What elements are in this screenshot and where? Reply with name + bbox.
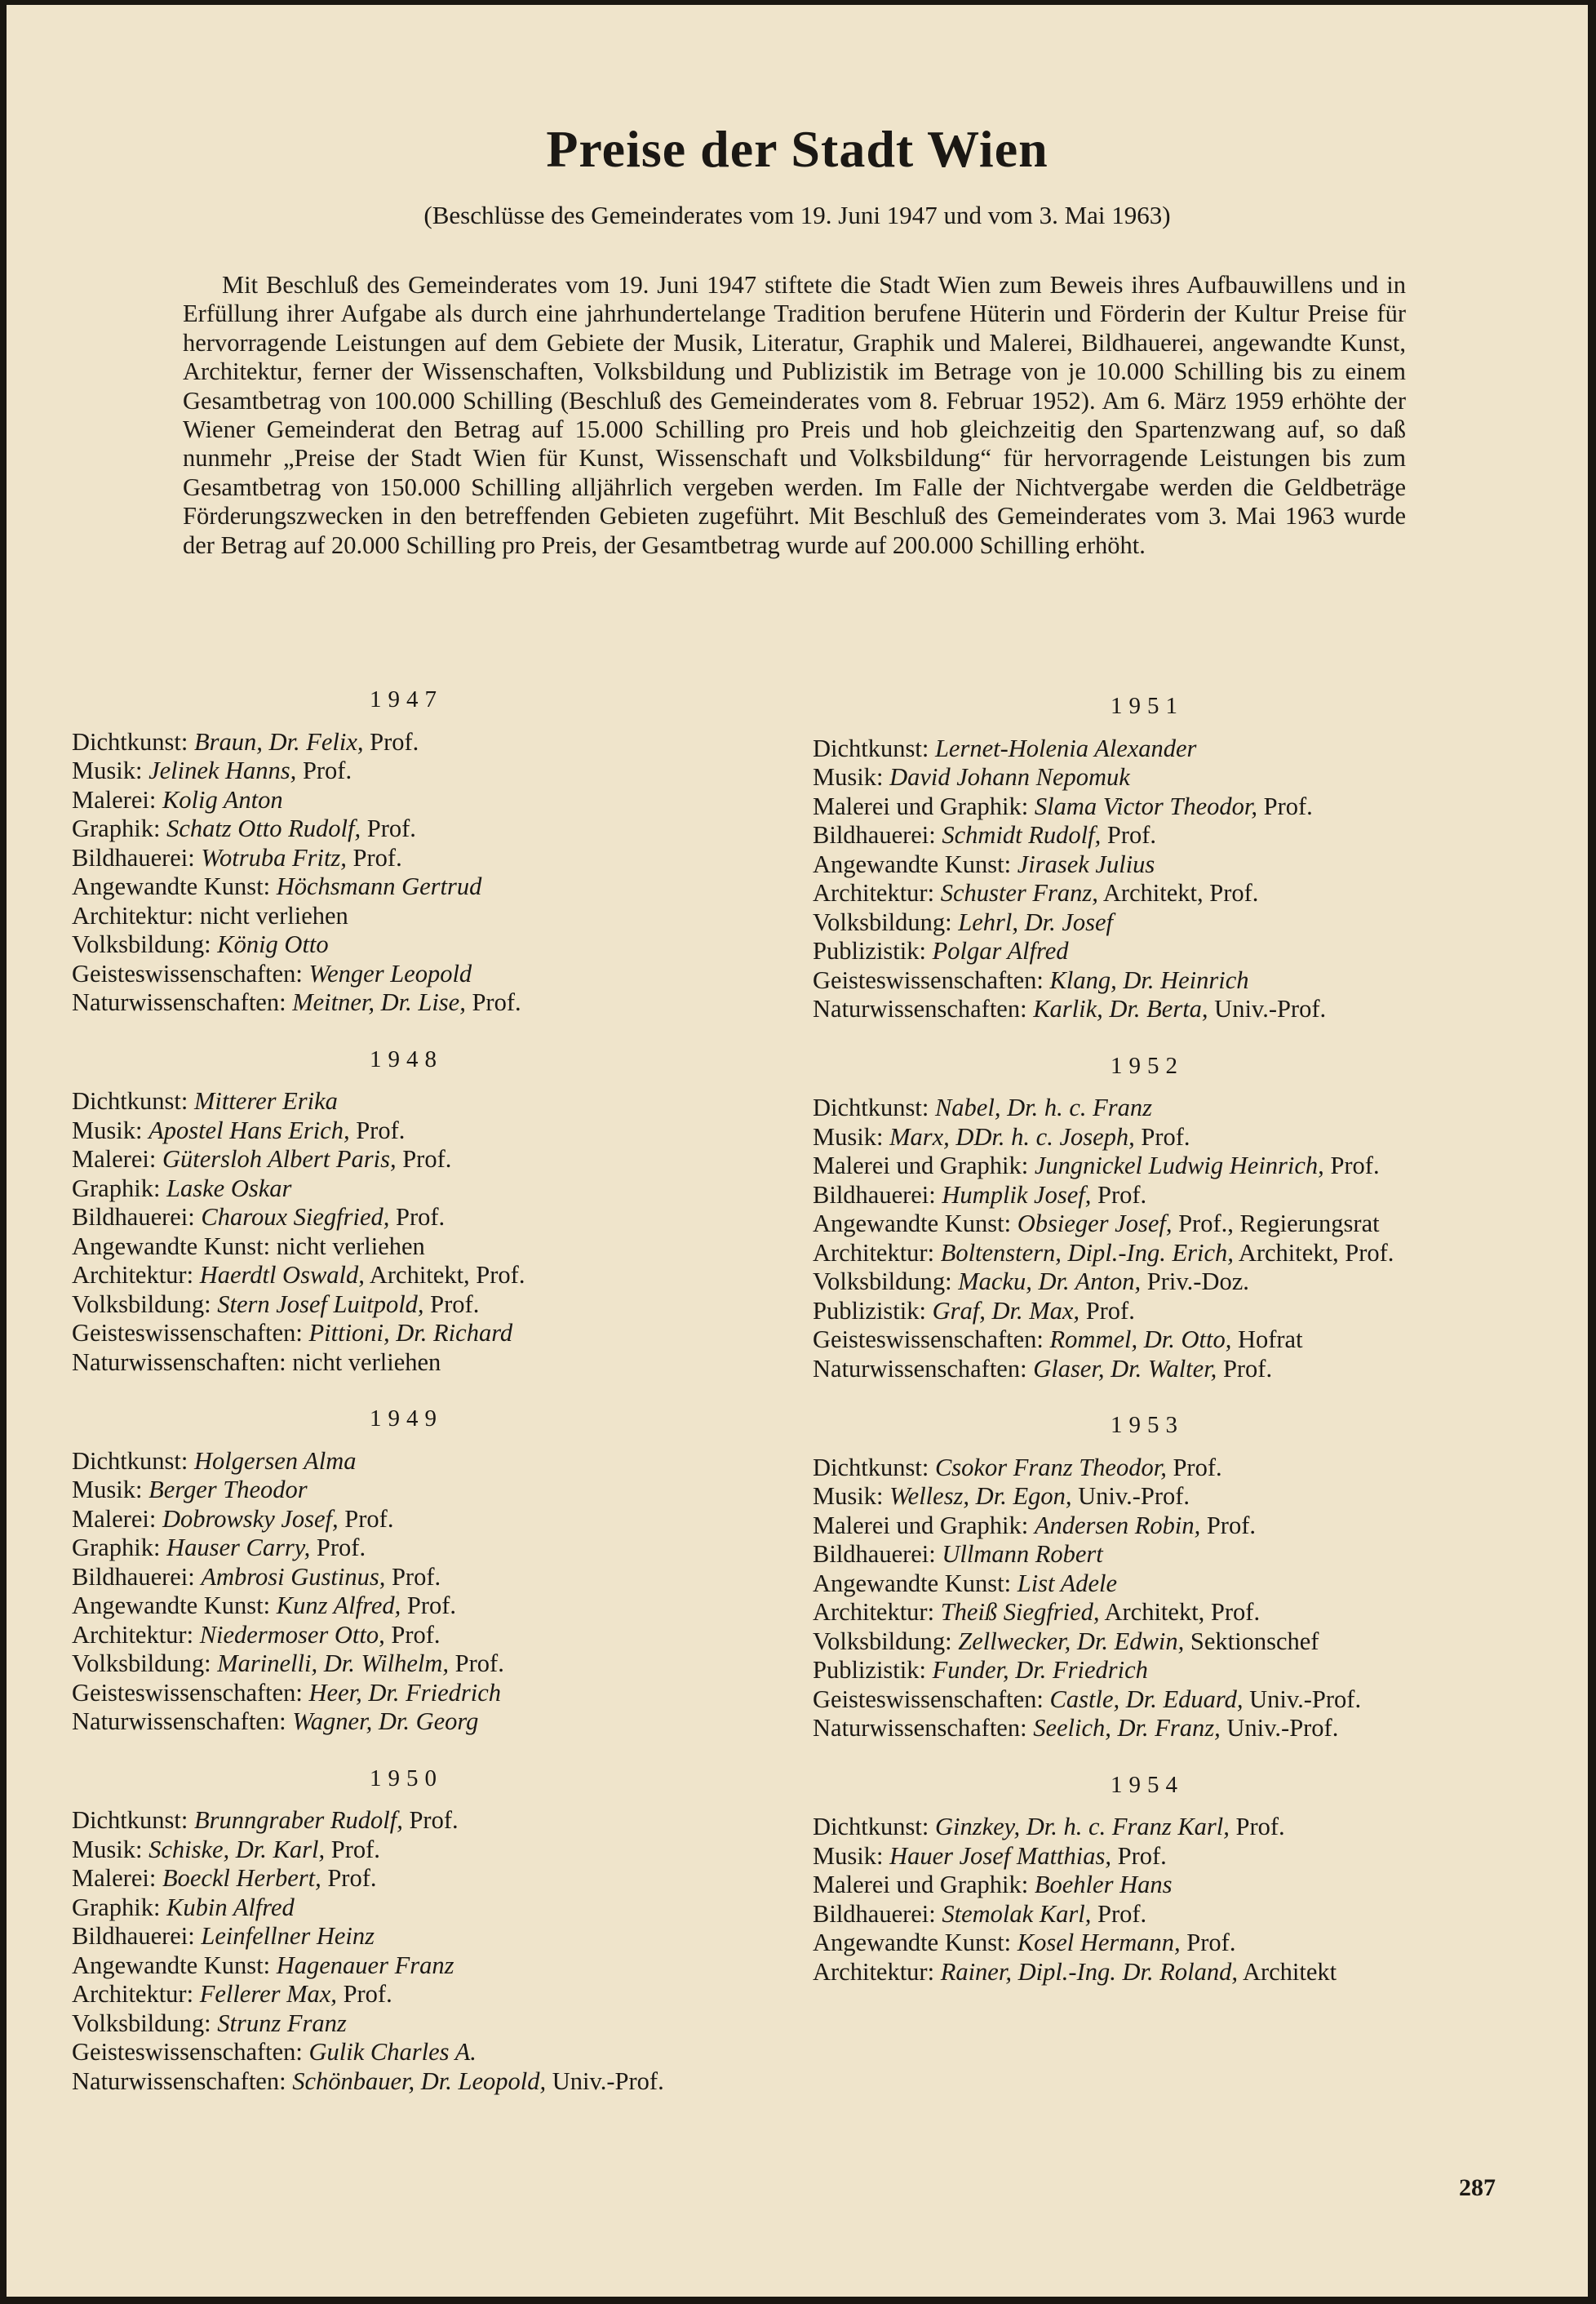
laureate-name: Höchsmann Gertrud [276, 872, 482, 900]
award-entry [72, 757, 741, 786]
laureate-name: Wotruba Fritz, [201, 843, 347, 872]
laureate-name: Csokor Franz Theodor, [934, 1453, 1167, 1481]
award-entry [813, 1325, 1482, 1355]
laureate-name: Dobrowsky Josef, [162, 1504, 339, 1533]
laureate-title: Prof. [1222, 1354, 1273, 1383]
laureate-title: Prof. [391, 1562, 441, 1591]
award-entry [813, 1714, 1482, 1743]
award-entry [72, 1836, 741, 1865]
laureate-title: Prof. [1263, 792, 1313, 820]
laureate-name: Schuster Franz, [940, 879, 1098, 907]
award-category: Architektur: [72, 901, 194, 930]
laureate-title: Prof. [1186, 1929, 1236, 1956]
award-category: Bildhauerei: [72, 1203, 195, 1231]
award-entry [813, 1813, 1482, 1842]
laureate-title: nicht verliehen [292, 1347, 441, 1376]
award-category: Malerei und Graphik: [813, 1152, 1029, 1179]
laureate-name: Boehler Hans [1034, 1871, 1173, 1898]
laureate-title: Architekt, Prof. [1102, 879, 1259, 907]
left-column [72, 686, 741, 2124]
laureate-name: Schmidt Rudolf, [942, 821, 1102, 849]
award-category: Volksbildung: [72, 1649, 211, 1677]
award-category: Dichtkunst: [813, 734, 929, 762]
laureate-name: Zellwecker, Dr. Edwin, [958, 1627, 1185, 1655]
award-category: Volksbildung: [72, 930, 211, 958]
laureate-name: David Johann Nepomuk [889, 763, 1130, 791]
award-entry [813, 1094, 1482, 1123]
laureate-name: Schiske, Dr. Karl, [149, 1835, 326, 1863]
laureate-title: Prof. [327, 1864, 377, 1892]
award-category: Naturwissenschaften: [72, 988, 286, 1016]
award-category: Geisteswissenschaften: [813, 966, 1044, 994]
laureate-name: Apostel Hans Erich, [149, 1116, 350, 1144]
award-entry [72, 1203, 741, 1232]
award-entry [813, 1929, 1482, 1958]
award-entry [72, 1232, 741, 1262]
award-entry [813, 1685, 1482, 1715]
laureate-name: Humplik Josef, [942, 1180, 1092, 1209]
laureate-name: Mitterer Erika [193, 1087, 338, 1115]
laureate-title: Prof. [396, 1203, 446, 1231]
award-entry [72, 1563, 741, 1592]
award-category: Naturwissenschaften: [813, 1714, 1027, 1742]
award-category: Geisteswissenschaften: [72, 959, 303, 988]
award-category: Geisteswissenschaften: [813, 1685, 1044, 1713]
laureate-name: Jirasek Julius [1017, 850, 1155, 878]
laureate-name: Niedermoser Otto, [199, 1620, 385, 1649]
page-subtitle: (Beschlüsse des Gemeinderates vom 19. Juni 1947 und vom 3. Mai 1963) [423, 201, 1171, 229]
award-entry [813, 1627, 1482, 1657]
laureate-name: Lernet-Holenia Alexander [934, 734, 1197, 762]
laureate-title: Univ.-Prof. [1226, 1714, 1339, 1742]
award-entry [72, 1534, 741, 1563]
year-section [813, 1411, 1482, 1743]
laureate-name: Wellesz, Dr. Egon, [889, 1482, 1072, 1510]
award-category: Angewandte Kunst: [813, 1569, 1012, 1597]
award-category: Dichtkunst: [72, 1446, 188, 1475]
laureate-name: Fellerer Max, [199, 1980, 337, 2008]
award-entry [813, 821, 1482, 850]
laureate-title: Prof. [352, 843, 402, 872]
award-category: Dichtkunst: [72, 1806, 188, 1834]
award-entry [813, 763, 1482, 792]
award-category: Musik: [72, 1476, 143, 1503]
laureate-name: Kolig Anton [162, 785, 283, 814]
award-category: Bildhauerei: [72, 1562, 195, 1591]
laureate-title: Prof. [454, 1649, 504, 1677]
award-category: Musik: [813, 763, 884, 791]
award-category: Malerei und Graphik: [813, 1511, 1029, 1539]
laureate-name: Macku, Dr. Anton, [958, 1267, 1142, 1295]
laureate-title: Prof. [1206, 1511, 1256, 1539]
laureate-name: Ginzkey, Dr. h. c. Franz Karl, [934, 1813, 1230, 1840]
award-category: Malerei: [72, 1145, 157, 1173]
award-category: Dichtkunst: [813, 1813, 929, 1840]
laureate-name: Kunz Alfred, [276, 1591, 401, 1619]
award-entry [813, 1598, 1482, 1627]
laureate-title: Sektionschef [1190, 1627, 1319, 1655]
award-entry [72, 872, 741, 902]
award-entry [813, 850, 1482, 880]
award-category: Dichtkunst: [72, 1087, 188, 1115]
laureate-title: Prof. [343, 1980, 392, 2008]
laureate-name: Obsieger Josef, [1017, 1210, 1173, 1237]
award-category: Bildhauerei: [813, 1899, 936, 1928]
award-entry [72, 1174, 741, 1204]
laureate-name: Andersen Robin, [1034, 1511, 1201, 1539]
laureate-name: Nabel, Dr. h. c. Franz [934, 1094, 1152, 1121]
year-heading: 1954 [1111, 1771, 1184, 1798]
year-heading: 1948 [370, 1045, 443, 1072]
award-category: Publizistik: [813, 937, 926, 965]
award-category: Angewandte Kunst: [72, 1951, 271, 1979]
award-entry [72, 1348, 741, 1378]
year-heading: 1950 [370, 1765, 443, 1791]
laureate-title: Prof. [366, 815, 416, 842]
year-section [813, 1052, 1482, 1384]
award-entry [813, 792, 1482, 822]
award-category: Musik: [72, 1116, 143, 1144]
award-category: Architektur: [72, 1980, 194, 2008]
laureate-title: Prof. [1141, 1122, 1190, 1151]
laureate-title: Prof. [472, 988, 521, 1016]
year-heading: 1953 [1111, 1412, 1184, 1438]
laureate-title: Prof., Regierungsrat [1178, 1210, 1380, 1237]
award-entry [72, 1621, 741, 1650]
laureate-title: Prof. [391, 1620, 441, 1649]
award-category: Publizistik: [813, 1296, 926, 1325]
year-heading: 1949 [370, 1405, 443, 1432]
laureate-name: Berger Theodor [149, 1476, 308, 1503]
laureate-name: König Otto [217, 930, 329, 958]
award-category: Geisteswissenschaften: [72, 2038, 303, 2066]
laureate-name: Gulik Charles A. [308, 2038, 477, 2066]
award-category: Architektur: [813, 1598, 935, 1626]
award-entry [72, 1261, 741, 1290]
award-entry [813, 1239, 1482, 1268]
laureate-name: Karlik, Dr. Berta, [1033, 995, 1208, 1023]
laureate-name: Ullmann Robert [942, 1540, 1103, 1568]
award-category: Graphik: [72, 1534, 161, 1561]
award-entry [813, 1871, 1482, 1900]
laureate-name: Marinelli, Dr. Wilhelm, [217, 1649, 450, 1677]
award-category: Naturwissenschaften: [72, 2066, 286, 2095]
laureate-title: Prof. [1330, 1152, 1380, 1179]
award-entry [72, 902, 741, 931]
award-entry [813, 1181, 1482, 1210]
laureate-name: Leinfellner Heinz [201, 1922, 375, 1950]
award-entry [813, 1540, 1482, 1569]
year-section [72, 1045, 741, 1378]
laureate-name: Hauer Josef Matthias, [889, 1841, 1111, 1870]
laureate-title: Prof. [330, 1835, 380, 1863]
laureate-name: Seelich, Dr. Franz, [1033, 1714, 1221, 1742]
laureate-title: Prof. [316, 1534, 366, 1561]
award-category: Volksbildung: [72, 1290, 211, 1318]
laureate-title: Hofrat [1237, 1325, 1303, 1353]
laureate-name: Graf, Dr. Max, [932, 1296, 1080, 1325]
laureate-name: Heer, Dr. Friedrich [308, 1678, 502, 1707]
award-category: Bildhauerei: [72, 843, 195, 872]
award-category: Malerei: [72, 1864, 157, 1892]
laureate-title: Prof. [402, 1145, 452, 1173]
award-entry [813, 1152, 1482, 1181]
award-entry [72, 1806, 741, 1836]
laureate-name: Kubin Alfred [166, 1893, 295, 1921]
laureate-name: Rainer, Dipl.-Ing. Dr. Roland, [940, 1957, 1238, 1986]
laureate-name: Ambrosi Gustinus, [201, 1562, 386, 1591]
page-title: Preise der Stadt Wien [546, 120, 1048, 178]
award-entry [72, 2038, 741, 2067]
laureate-name: Stemolak Karl, [942, 1899, 1092, 1928]
award-entry [72, 1980, 741, 2009]
intro-paragraph: Mit Beschluß des Gemeinderates vom 19. Juni 1947 stiftete die Stadt Wien zum Beweis ihres Aufbauwillens und in Erfüllung ihrer Aufgabe als durch eine jahrhundertelange Tradition berufene Hüterin und Förderin der Kultur Preise für hervorragende Leistungen auf dem Gebiete der Musik, Literatur, Graphik und Malerei, Bildhauerei, angewandte Kunst, Architektur, ferner der Wissenschaften, Volksbildung und Publizistik im Betrage von je 10.000 Schilling bis zu einem Gesamtbetrag von 100.000 Schilling (Beschluß des Gemeinderates vom 8. Februar 1952). Am 6. März 1959 erhöhte der Wiener Gemeinderat den Betrag auf 15.000 Schilling pro Preis und hob gleichzeitig den Spartenzwang auf, so daß nunmehr „Preise der Stadt Wien für Kunst, Wissenschaft und Volksbildung“ für hervorragende Leistungen bis zum Gesamtbetrag von 150.000 Schilling alljährlich vergeben werden. Im Falle der Nichtvergabe werden die Geldbeträge Förderungszwecken in den betreffenden Gebieten zugeführt. Mit Beschluß des Gemeinderates vom 3. Mai 1963 wurde der Betrag auf 20.000 Schilling pro Preis, der Gesamtbetrag wurde auf 200.000 Schilling erhöht. [183, 271, 1406, 559]
laureate-name: Gütersloh Albert Paris, [162, 1145, 397, 1173]
laureate-name: Jelinek Hanns, [149, 757, 297, 784]
award-category: Angewandte Kunst: [72, 1591, 271, 1619]
award-category: Angewandte Kunst: [72, 1232, 271, 1260]
laureate-title: Prof. [1106, 821, 1157, 849]
award-entry [72, 930, 741, 960]
laureate-title: Univ.-Prof. [552, 2066, 664, 2095]
award-entry [72, 815, 741, 844]
award-category: Musik: [813, 1122, 884, 1151]
laureate-title: Prof. [1235, 1813, 1285, 1840]
laureate-name: Polgar Alfred [932, 937, 1069, 965]
award-entry [72, 960, 741, 989]
laureate-title: Univ.-Prof. [1249, 1685, 1362, 1713]
award-category: Naturwissenschaften: [813, 1354, 1027, 1383]
laureate-title: nicht verliehen [199, 901, 348, 930]
award-category: Naturwissenschaften: [72, 1707, 286, 1735]
laureate-name: Charoux Siegfried, [201, 1203, 390, 1231]
award-entry [72, 1447, 741, 1476]
laureate-title: Prof. [409, 1806, 459, 1834]
year-section [72, 1765, 741, 2097]
laureate-name: List Adele [1017, 1569, 1118, 1597]
laureate-name: Holgersen Alma [193, 1446, 357, 1475]
award-category: Geisteswissenschaften: [72, 1319, 303, 1347]
award-category: Graphik: [72, 1893, 161, 1921]
laureate-title: Architekt, Prof. [1238, 1238, 1394, 1267]
award-entry [72, 1087, 741, 1116]
laureate-title: Architekt, Prof. [1104, 1598, 1261, 1626]
award-entry [72, 1476, 741, 1505]
laureate-title: Prof. [406, 1591, 457, 1619]
document-page [7, 5, 1588, 2297]
award-entry [813, 966, 1482, 996]
award-entry [72, 988, 741, 1018]
award-entry [72, 1707, 741, 1737]
award-category: Malerei: [72, 1504, 157, 1533]
award-entry [813, 1958, 1482, 1987]
award-entry [813, 1900, 1482, 1929]
award-entry [813, 1267, 1482, 1297]
award-entry [72, 2067, 741, 2097]
laureate-name: Boeckl Herbert, [162, 1864, 321, 1892]
award-category: Geisteswissenschaften: [813, 1325, 1044, 1353]
award-entry [813, 1297, 1482, 1326]
award-entry [813, 735, 1482, 764]
award-entry [72, 1319, 741, 1348]
award-entry [72, 1922, 741, 1951]
award-entry [813, 1210, 1482, 1239]
award-entry [813, 1842, 1482, 1871]
award-category: Geisteswissenschaften: [72, 1678, 303, 1707]
award-entry [813, 879, 1482, 908]
laureate-title: Prof. [356, 1116, 406, 1144]
award-category: Bildhauerei: [72, 1922, 195, 1950]
award-category: Musik: [813, 1841, 884, 1870]
award-entry [813, 1656, 1482, 1685]
award-category: Volksbildung: [813, 908, 952, 936]
laureate-name: Haerdtl Oswald, [199, 1261, 365, 1289]
award-category: Bildhauerei: [813, 821, 936, 849]
laureate-name: Strunz Franz [217, 2009, 347, 2037]
year-heading: 1952 [1111, 1052, 1184, 1079]
award-entry [72, 2009, 741, 2039]
laureate-name: Kosel Hermann, [1017, 1929, 1181, 1956]
award-entry [72, 1505, 741, 1534]
right-column [813, 692, 1482, 2014]
award-category: Architektur: [813, 1957, 935, 1986]
laureate-title: Prof. [1085, 1296, 1135, 1325]
award-category: Architektur: [813, 1238, 935, 1267]
laureate-name: Slama Victor Theodor, [1034, 792, 1257, 820]
laureate-name: Braun, Dr. Felix, [193, 727, 364, 756]
laureate-name: Jungnickel Ludwig Heinrich, [1034, 1152, 1324, 1179]
laureate-title: Univ.-Prof. [1214, 995, 1327, 1023]
award-category: Volksbildung: [813, 1267, 952, 1295]
award-entry [72, 786, 741, 815]
laureate-title: Prof. [1117, 1841, 1167, 1870]
award-entry [813, 1454, 1482, 1483]
laureate-title: Prof. [430, 1290, 480, 1318]
award-category: Publizistik: [813, 1656, 926, 1684]
award-category: Musik: [72, 757, 143, 784]
laureate-title: Prof. [344, 1504, 394, 1533]
award-category: Dichtkunst: [72, 727, 188, 756]
year-section [72, 686, 741, 1018]
laureate-title: Prof. [1097, 1899, 1147, 1928]
award-category: Malerei: [72, 785, 157, 814]
laureate-title: Univ.-Prof. [1078, 1482, 1190, 1510]
laureate-name: Schönbauer, Dr. Leopold, [292, 2066, 547, 2095]
laureate-name: Rommel, Dr. Otto, [1049, 1325, 1232, 1353]
laureate-name: Hagenauer Franz [276, 1951, 454, 1979]
page-number: 287 [1459, 2174, 1496, 2201]
award-entry [72, 1116, 741, 1146]
award-category: Malerei und Graphik: [813, 792, 1029, 820]
award-entry [72, 1864, 741, 1893]
award-entry [72, 1290, 741, 1320]
award-entry [813, 995, 1482, 1024]
award-category: Dichtkunst: [813, 1453, 929, 1481]
award-category: Architektur: [72, 1261, 194, 1289]
award-category: Naturwissenschaften: [72, 1347, 286, 1376]
award-category: Volksbildung: [813, 1627, 952, 1655]
award-entry [72, 1893, 741, 1923]
year-section [813, 1771, 1482, 1987]
laureate-name: Stern Josef Luitpold, [217, 1290, 424, 1318]
laureate-name: Pittioni, Dr. Richard [308, 1319, 513, 1347]
award-category: Volksbildung: [72, 2009, 211, 2037]
laureate-name: Wenger Leopold [308, 959, 472, 988]
award-entry [72, 1145, 741, 1174]
laureate-name: Laske Oskar [166, 1174, 292, 1202]
laureate-title: Priv.-Doz. [1146, 1267, 1249, 1295]
laureate-name: Wagner, Dr. Georg [292, 1707, 479, 1735]
award-entry [813, 908, 1482, 938]
award-category: Dichtkunst: [813, 1094, 929, 1121]
award-entry [813, 937, 1482, 966]
award-category: Graphik: [72, 815, 161, 842]
laureate-title: Prof. [1097, 1180, 1147, 1209]
award-category: Angewandte Kunst: [813, 1210, 1012, 1237]
laureate-name: Hauser Carry, [166, 1534, 311, 1561]
laureate-name: Glaser, Dr. Walter, [1033, 1354, 1217, 1383]
award-entry [72, 1679, 741, 1708]
laureate-title: Architekt, Prof. [369, 1261, 525, 1289]
award-entry [72, 844, 741, 873]
laureate-name: Klang, Dr. Heinrich [1049, 966, 1249, 994]
year-heading: 1947 [370, 686, 443, 713]
award-entry [72, 1591, 741, 1621]
laureate-name: Marx, DDr. h. c. Joseph, [889, 1122, 1135, 1151]
year-section [813, 692, 1482, 1024]
laureate-title: Prof. [1173, 1453, 1222, 1481]
year-section [72, 1405, 741, 1737]
award-category: Musik: [72, 1835, 143, 1863]
award-entry [813, 1569, 1482, 1599]
laureate-title: Architekt [1242, 1957, 1337, 1986]
award-category: Angewandte Kunst: [813, 1929, 1012, 1956]
award-category: Angewandte Kunst: [72, 872, 271, 900]
laureate-title: Prof. [302, 757, 352, 784]
award-category: Bildhauerei: [813, 1540, 936, 1568]
award-entry [72, 728, 741, 757]
award-entry [72, 1951, 741, 1981]
award-category: Bildhauerei: [813, 1180, 936, 1209]
laureate-name: Schatz Otto Rudolf, [166, 815, 361, 842]
laureate-title: Prof. [370, 727, 419, 756]
laureate-name: Castle, Dr. Eduard, [1049, 1685, 1244, 1713]
award-category: Architektur: [813, 879, 935, 907]
award-category: Naturwissenschaften: [813, 995, 1027, 1023]
award-entry [813, 1355, 1482, 1384]
award-entry [72, 1649, 741, 1679]
laureate-name: Brunngraber Rudolf, [193, 1806, 403, 1834]
award-category: Architektur: [72, 1620, 194, 1649]
award-entry [813, 1482, 1482, 1512]
award-category: Graphik: [72, 1174, 161, 1202]
award-category: Malerei und Graphik: [813, 1871, 1029, 1898]
laureate-name: Theiß Siegfried, [940, 1598, 1100, 1626]
award-category: Angewandte Kunst: [813, 850, 1012, 878]
award-category: Musik: [813, 1482, 884, 1510]
award-entry [813, 1123, 1482, 1152]
laureate-name: Funder, Dr. Friedrich [932, 1656, 1148, 1684]
laureate-name: Lehrl, Dr. Josef [958, 908, 1114, 936]
laureate-name: Boltenstern, Dipl.-Ing. Erich, [940, 1238, 1234, 1267]
laureate-name: Meitner, Dr. Lise, [292, 988, 466, 1016]
laureate-title: nicht verliehen [276, 1232, 425, 1260]
award-entry [813, 1512, 1482, 1541]
year-heading: 1951 [1111, 693, 1184, 719]
